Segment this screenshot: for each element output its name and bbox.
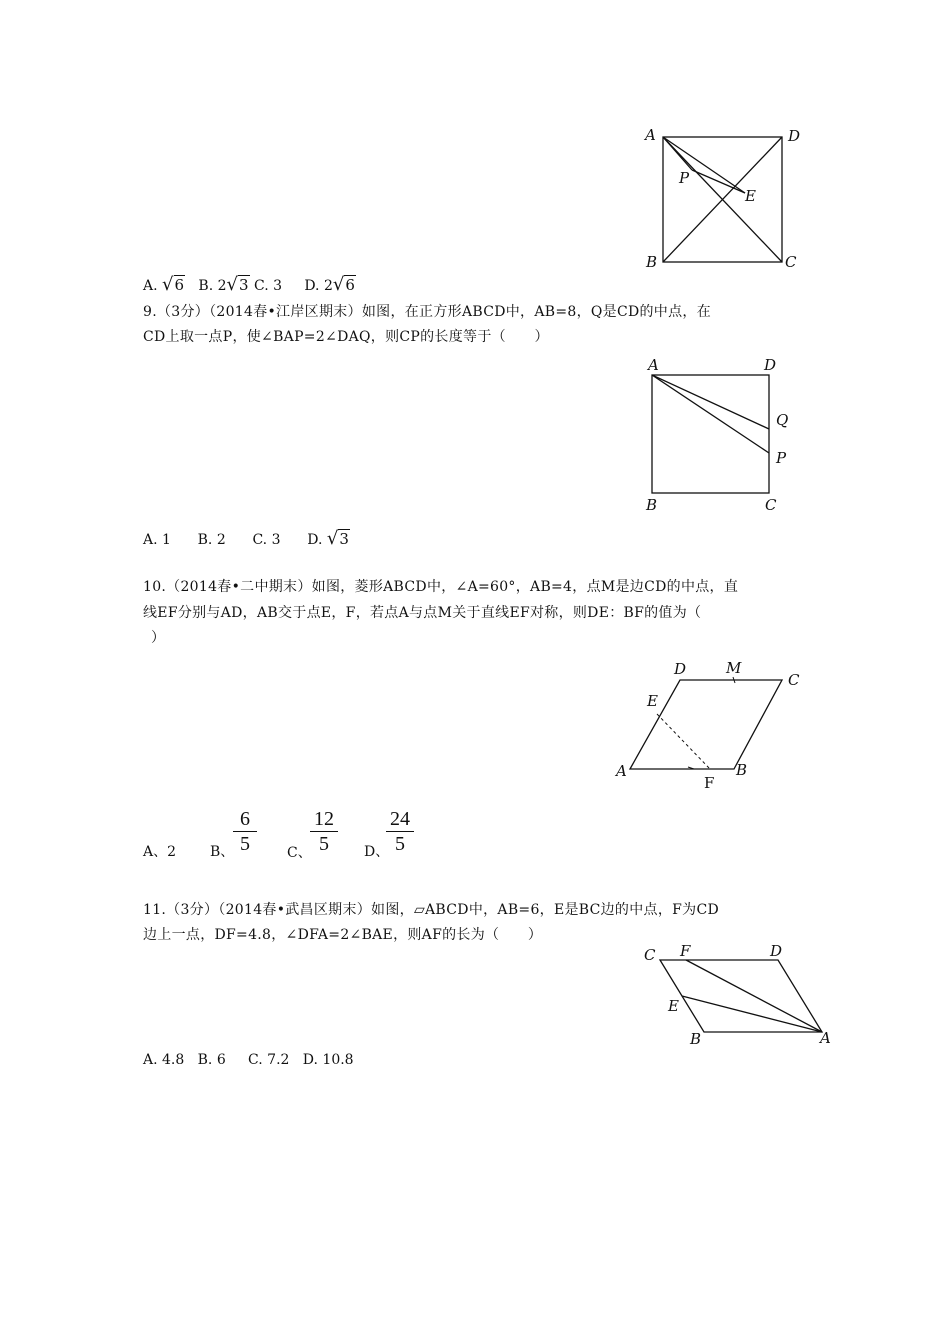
q9-option-d[interactable]: D. √3 [307,528,349,549]
q10-option-c-label: C、 [287,845,312,861]
q8-label-a: A [645,126,656,144]
q9-option-b[interactable]: B. 2 [197,532,226,548]
q11-figure [638,940,838,1052]
q10-label-b: B [736,761,748,779]
q11-question-line-1: 11.（3分）（2014春•武昌区期末）如图，▱ABCD中，AB=6，E是BC边的中点，F为CD [143,902,719,918]
q11-options [143,1050,354,1070]
q10-question-line-2: 线EF分别与AD，AB交于点E，F，若点A与点M关于直线EF对称，则DE：BF的值为（ [143,605,702,621]
q8-options [143,275,356,296]
q10-option-a[interactable]: A、2 [143,844,177,860]
q9-label-c: C [765,496,777,514]
q9-label-q: Q [776,411,789,429]
q8-label-e: E [745,187,756,205]
q9-question-line-2: CD上取一点P，使∠BAP=2∠DAQ，则CP的长度等于（ ） [143,329,549,345]
q8-option-d[interactable]: D. 2√6 [304,274,355,295]
q9-label-d: D [764,356,777,374]
q9-question-line-1: 9.（3分）（2014春•江岸区期末）如图，在正方形ABCD中，AB=8，Q是CD的中点，在 [143,304,711,320]
q10-label-e: E [647,692,658,710]
q10-option-d[interactable]: 24 5 [386,808,414,855]
q10-option-b[interactable]: 6 5 [233,808,257,855]
q11-question-line-2: 边上一点，DF=4.8，∠DFA=2∠BAE，则AF的长为（ ） [143,927,543,943]
q11-option-c[interactable]: C. 7.2 [248,1052,290,1068]
q11-label-e: E [668,997,679,1015]
q9-label-a: A [648,356,659,374]
q11-label-a: A [820,1029,831,1047]
q10-option-c[interactable]: 12 5 [310,808,338,855]
q10-label-d: D [674,660,687,678]
q9-figure [640,352,800,514]
q10-label-c: C [788,671,800,689]
q8-label-p: P [679,169,690,187]
q10-label-a: A [616,762,627,780]
q11-option-b[interactable]: B. 6 [197,1052,226,1068]
q9-label-p: P [776,449,787,467]
q9-label-b: B [646,496,658,514]
q11-label-c: C [644,946,656,964]
q8-option-c[interactable]: C. 3 [254,278,283,294]
q8-option-b[interactable]: B. 2√3 [198,274,249,295]
q11-option-a[interactable]: A. 4.8 [143,1052,185,1068]
q10-label-m: M [726,659,742,677]
q11-option-d[interactable]: D. 10.8 [302,1052,354,1068]
q11-label-d: D [770,942,783,960]
q10-option-b-label: B、 [210,844,235,860]
q11-label-b: B [690,1030,702,1048]
q10-figure [610,655,810,795]
q8-label-c: C [785,253,797,271]
q10-question-line-3: ） [151,630,166,646]
q10-label-f: F [704,774,715,792]
q10-question-line-1: 10.（2014春•二中期末）如图，菱形ABCD中，∠A=60°，AB=4，点M是边CD的中点，直 [143,579,739,595]
q8-option-a[interactable]: A. √6 [143,274,185,295]
q11-label-f: F [680,942,691,960]
q8-label-d: D [788,127,801,145]
q8-figure [640,125,810,275]
q9-options [143,529,350,550]
q8-label-b: B [646,253,658,271]
q9-option-c[interactable]: C. 3 [252,532,281,548]
q9-option-a[interactable]: A. 1 [143,532,171,548]
q10-option-d-label: D、 [364,844,390,860]
